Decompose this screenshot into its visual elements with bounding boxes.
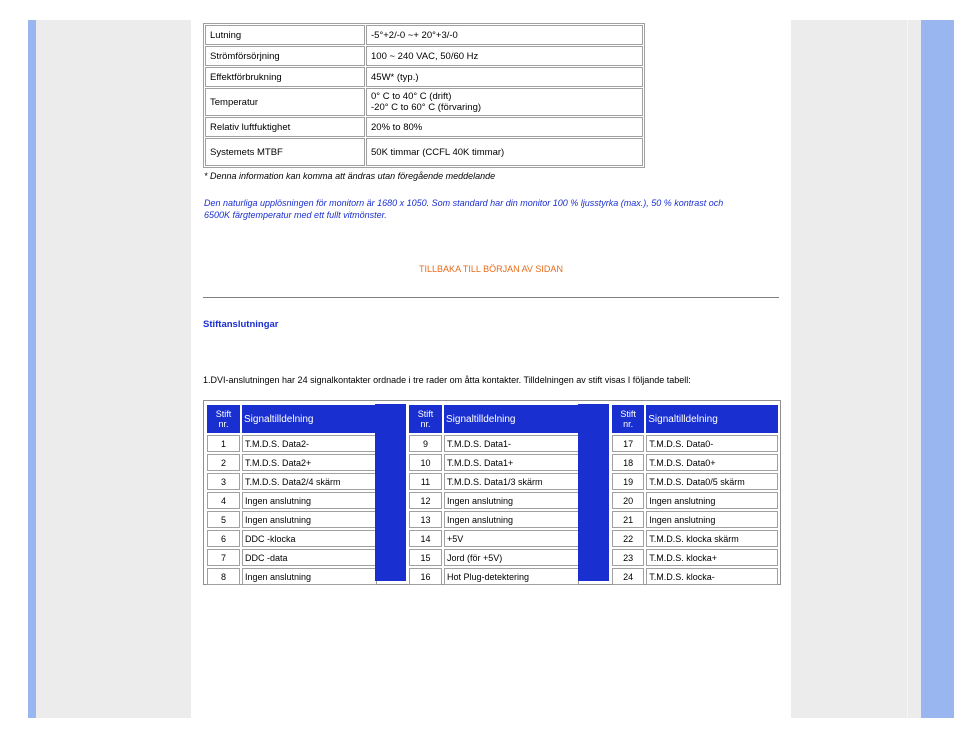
pin-number: 16	[409, 568, 442, 585]
spec-value: 45W* (typ.)	[366, 67, 643, 87]
pin-group-1	[205, 403, 379, 587]
spec-value-line: 0° C to 40° C (drift)	[371, 91, 452, 102]
pin-signal: +5V	[444, 530, 579, 547]
table-row	[207, 511, 377, 528]
table-row	[409, 454, 579, 471]
table-row	[612, 473, 778, 490]
pin-number: 20	[612, 492, 644, 509]
spec-value: 50K timmar (CCFL 40K timmar)	[366, 138, 643, 166]
pin-signal: Ingen anslutning	[242, 511, 377, 528]
pin-group-3	[610, 403, 780, 587]
pin-number: 13	[409, 511, 442, 528]
pin-signal: Ingen anslutning	[242, 492, 377, 509]
table-row	[409, 511, 579, 528]
intro-text: 1.DVI-anslutningen har 24 signalkontakter ordnade i tre rader om åtta kontakter. Tilldelningen av stift visas I följande tabell:	[203, 375, 691, 385]
table-row	[612, 492, 778, 509]
column-header-pin: Stift nr.	[409, 405, 442, 433]
table-row	[207, 530, 377, 547]
left-blue-bar	[28, 20, 36, 718]
spec-table	[203, 23, 645, 168]
table-row	[612, 454, 778, 471]
pin-number: 15	[409, 549, 442, 566]
table-row	[205, 138, 643, 166]
pin-signal: Hot Plug-detektering	[444, 568, 579, 585]
back-to-top-label[interactable]: TILLBAKA TILL BÖRJAN AV SIDAN	[419, 264, 563, 274]
table-row	[409, 492, 579, 509]
spec-value: 20% to 80%	[366, 117, 643, 137]
table-row	[612, 549, 778, 566]
table-row	[409, 473, 579, 490]
column-header-signal: Signaltilldelning	[242, 405, 377, 433]
table-row	[205, 88, 643, 116]
pin-number: 12	[409, 492, 442, 509]
pin-number: 21	[612, 511, 644, 528]
pin-signal: Jord (för +5V)	[444, 549, 579, 566]
spec-value-line: -20° C to 60° C (förvaring)	[371, 102, 482, 113]
right-blue-bar	[921, 20, 954, 718]
table-row	[409, 549, 579, 566]
pin-signal: Ingen anslutning	[444, 492, 579, 509]
pin-number: 1	[207, 435, 240, 452]
pin-signal: DDC -klocka	[242, 530, 377, 547]
pin-assignment-table	[203, 400, 781, 585]
pin-signal: T.M.D.S. Data1-	[444, 435, 579, 452]
table-row	[612, 530, 778, 547]
spec-value: 100 ~ 240 VAC, 50/60 Hz	[366, 46, 643, 66]
disclaimer-note: * Denna information kan komma att ändras utan föregående meddelande	[204, 171, 496, 181]
pin-number: 5	[207, 511, 240, 528]
pin-number: 4	[207, 492, 240, 509]
pin-signal: T.M.D.S. Data1/3 skärm	[444, 473, 579, 490]
column-separator	[578, 404, 609, 581]
table-row	[207, 473, 377, 490]
page-content	[191, 20, 791, 718]
table-header	[409, 405, 579, 433]
pin-signal: T.M.D.S. Data1+	[444, 454, 579, 471]
table-row	[409, 568, 579, 585]
right-margin	[791, 20, 921, 718]
table-header	[612, 405, 778, 433]
table-row	[207, 454, 377, 471]
table-row	[409, 435, 579, 452]
column-header-signal: Signaltilldelning	[646, 405, 778, 433]
pin-signal: T.M.D.S. Data0-	[646, 435, 778, 452]
column-header-pin: Stift nr.	[612, 405, 644, 433]
pin-number: 18	[612, 454, 644, 471]
pin-signal: Ingen anslutning	[646, 511, 778, 528]
table-row	[205, 67, 643, 87]
spec-label: Temperatur	[205, 88, 365, 116]
table-row	[612, 435, 778, 452]
pin-number: 23	[612, 549, 644, 566]
pin-signal: T.M.D.S. Data2/4 skärm	[242, 473, 377, 490]
pin-number: 8	[207, 568, 240, 585]
pin-number: 2	[207, 454, 240, 471]
pin-number: 3	[207, 473, 240, 490]
pin-number: 14	[409, 530, 442, 547]
pin-signal: Ingen anslutning	[646, 492, 778, 509]
pin-signal: DDC -data	[242, 549, 377, 566]
spec-value: -5°+2/-0 ~+ 20°+3/-0	[366, 25, 643, 45]
back-to-top-link[interactable]	[191, 264, 791, 274]
pin-number: 10	[409, 454, 442, 471]
table-row	[205, 46, 643, 66]
pin-number: 7	[207, 549, 240, 566]
spec-label: Effektförbrukning	[205, 67, 365, 87]
table-header	[207, 405, 377, 433]
table-row	[207, 549, 377, 566]
spec-label: Lutning	[205, 25, 365, 45]
pin-number: 6	[207, 530, 240, 547]
pin-number: 11	[409, 473, 442, 490]
table-row	[612, 568, 778, 585]
pin-signal: T.M.D.S. Data2-	[242, 435, 377, 452]
spec-label: Relativ luftfuktighet	[205, 117, 365, 137]
section-title: Stiftanslutningar	[203, 319, 279, 330]
pin-number: 22	[612, 530, 644, 547]
table-row	[207, 435, 377, 452]
pin-number: 24	[612, 568, 644, 585]
table-row	[207, 492, 377, 509]
divider	[203, 297, 779, 298]
pin-group-2	[407, 403, 581, 587]
pin-signal: T.M.D.S. klocka skärm	[646, 530, 778, 547]
table-row	[612, 511, 778, 528]
pin-signal: T.M.D.S. Data2+	[242, 454, 377, 471]
pin-number: 9	[409, 435, 442, 452]
pin-signal: Ingen anslutning	[242, 568, 377, 585]
table-row	[205, 117, 643, 137]
table-row	[205, 25, 643, 45]
pin-signal: Ingen anslutning	[444, 511, 579, 528]
spec-label: Strömförsörjning	[205, 46, 365, 66]
spec-value	[366, 88, 643, 116]
column-header-signal: Signaltilldelning	[444, 405, 579, 433]
column-separator	[375, 404, 406, 581]
native-resolution-text: Den naturliga upplösningen för monitorn är 1680 x 1050. Som standard har din monitor 100 % ljusstyrka (max.), 50 % kontrast och 6500K färgtemperatur med ett fullt vitmönster.	[204, 198, 724, 220]
pin-signal: T.M.D.S. Data0+	[646, 454, 778, 471]
spec-label: Systemets MTBF	[205, 138, 365, 166]
pin-number: 17	[612, 435, 644, 452]
pin-signal: T.M.D.S. Data0/5 skärm	[646, 473, 778, 490]
table-row	[409, 530, 579, 547]
pin-number: 19	[612, 473, 644, 490]
pin-signal: T.M.D.S. klocka+	[646, 549, 778, 566]
table-row	[207, 568, 377, 585]
column-header-pin: Stift nr.	[207, 405, 240, 433]
pin-signal: T.M.D.S. klocka-	[646, 568, 778, 585]
left-margin	[36, 20, 191, 718]
